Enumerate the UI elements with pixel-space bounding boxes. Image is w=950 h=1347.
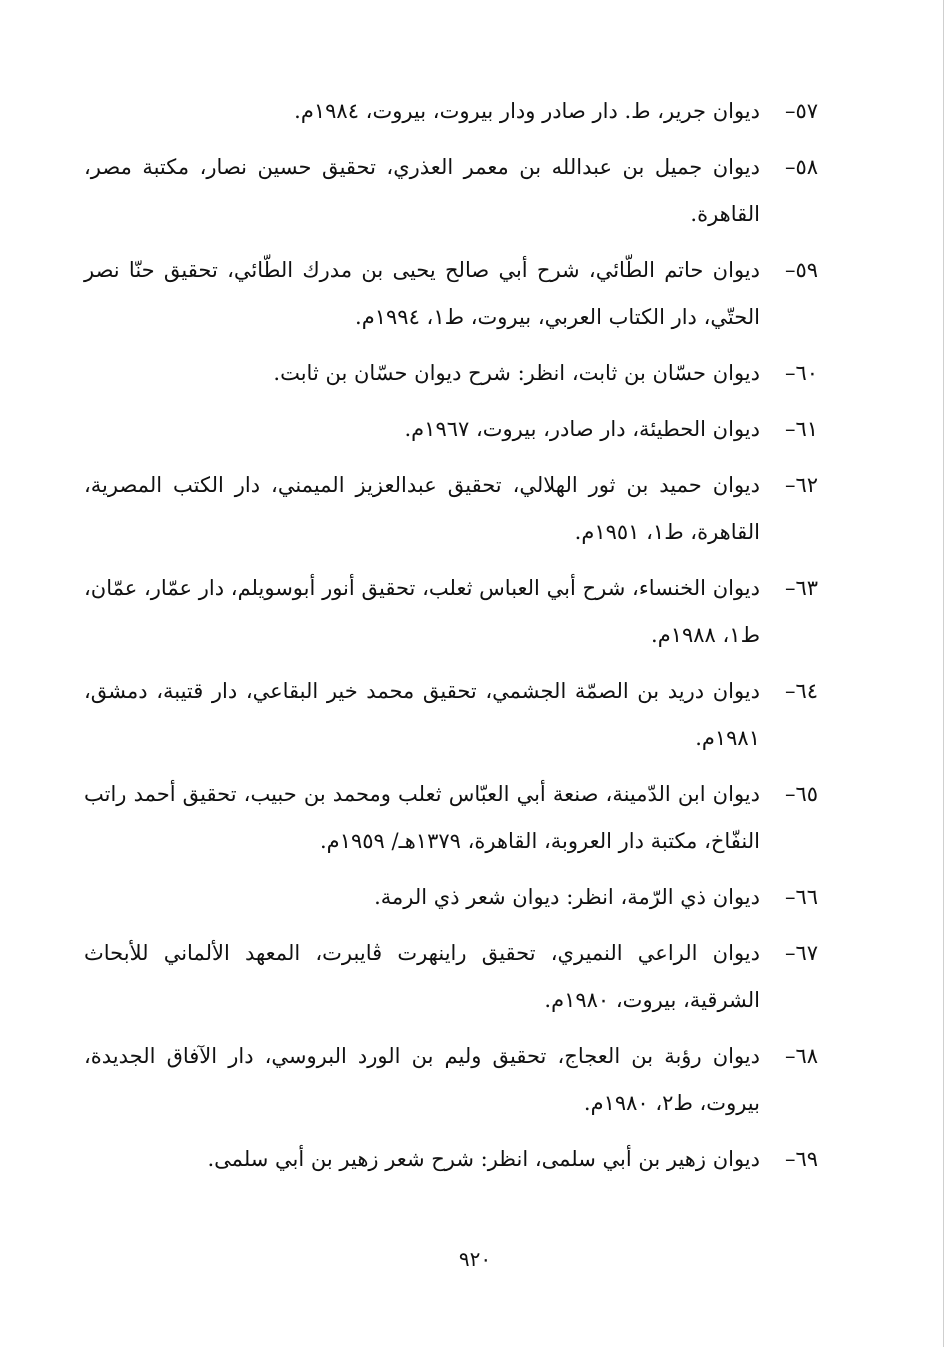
bibliography-entry-69 [84, 1136, 818, 1183]
page-number: ٩٢٠ [458, 1247, 492, 1271]
bibliography-entry-59 [84, 247, 818, 341]
bibliography-entry-68 [84, 1033, 818, 1127]
bibliography-entry-61 [84, 406, 818, 453]
bibliography-entry-63 [84, 565, 818, 659]
entry-number: ٦١– [784, 417, 818, 441]
entry-number: ٦٤– [784, 679, 818, 703]
entry-text: ديوان جميل بن عبدالله بن معمر العذري، تحقيق حسين نصار، مكتبة مصر، القاهرة. [84, 155, 760, 226]
entry-text: ديوان دريد بن الصمّة الجشمي، تحقيق محمد خير البقاعي، دار قتيبة، دمشق، ١٩٨١م. [84, 679, 760, 750]
entry-number: ٦٢– [784, 473, 818, 497]
entry-number: ٥٧– [784, 99, 818, 123]
bibliography-entry-65 [84, 771, 818, 865]
bibliography-entry-58 [84, 144, 818, 238]
entry-number: ٦٧– [784, 941, 818, 965]
page-edge-line [943, 0, 944, 1347]
bibliography-entry-57 [84, 88, 818, 135]
bibliography-entry-66 [84, 874, 818, 921]
entry-text: ديوان رؤبة بن العجاج، تحقيق وليم بن الورد البروسي، دار الآفاق الجديدة، بيروت، ط٢، ١٩٨٠م. [84, 1044, 760, 1115]
bibliography-entry-60 [84, 350, 818, 397]
entry-text: ديوان جرير، ط. دار صادر ودار بيروت، بيروت، ١٩٨٤م. [294, 99, 760, 123]
entry-number: ٦٥– [784, 782, 818, 806]
entry-text: ديوان الخنساء، شرح أبي العباس ثعلب، تحقيق أنور أبوسويلم، دار عمّار، عمّان، ط١، ١٩٨٨م. [84, 576, 760, 647]
bibliography-entry-67 [84, 930, 818, 1024]
entry-number: ٦٦– [784, 885, 818, 909]
bibliography-entry-62 [84, 462, 818, 556]
entry-number: ٦٠– [784, 361, 818, 385]
entry-number: ٥٩– [784, 258, 818, 282]
entry-text: ديوان الحطيئة، دار صادر، بيروت، ١٩٦٧م. [404, 417, 760, 441]
entry-text: ديوان زهير بن أبي سلمى، انظر: شرح شعر زهير بن أبي سلمى. [207, 1147, 760, 1171]
entry-text: ديوان ابن الدّمينة، صنعة أبي العبّاس ثعلب ومحمد بن حبيب، تحقيق أحمد راتب النفّاخ، مكتبة دار العروبة، القاهرة، ١٣٧٩هـ/ ١٩٥٩م. [84, 782, 760, 853]
entry-number: ٥٨– [784, 155, 818, 179]
entry-text: ديوان حاتم الطّائي، شرح أبي صالح يحيى بن مدرك الطّائي، تحقيق حنّا نصر الحتّي، دار الكتاب العربي، بيروت، ط١، ١٩٩٤م. [84, 258, 760, 329]
entry-text: ديوان ذي الرّمة، انظر: ديوان شعر ذي الرمة. [374, 885, 760, 909]
entry-text: ديوان حسّان بن ثابت، انظر: شرح ديوان حسّان بن ثابت. [273, 361, 760, 385]
bibliography-entry-64 [84, 668, 818, 762]
entry-text: ديوان الراعي النميري، تحقيق راينهرت ڤايبرت، المعهد الألماني للأبحاث الشرقية، بيروت، ١٩٨٠م. [84, 941, 760, 1012]
entry-number: ٦٩– [784, 1147, 818, 1171]
entry-number: ٦٨– [784, 1044, 818, 1068]
entry-text: ديوان حميد بن ثور الهلالي، تحقيق عبدالعزيز الميمني، دار الكتب المصرية، القاهرة، ط١، ١٩٥١م. [84, 473, 760, 544]
entry-number: ٦٣– [784, 576, 818, 600]
bibliography-list [84, 88, 818, 1192]
